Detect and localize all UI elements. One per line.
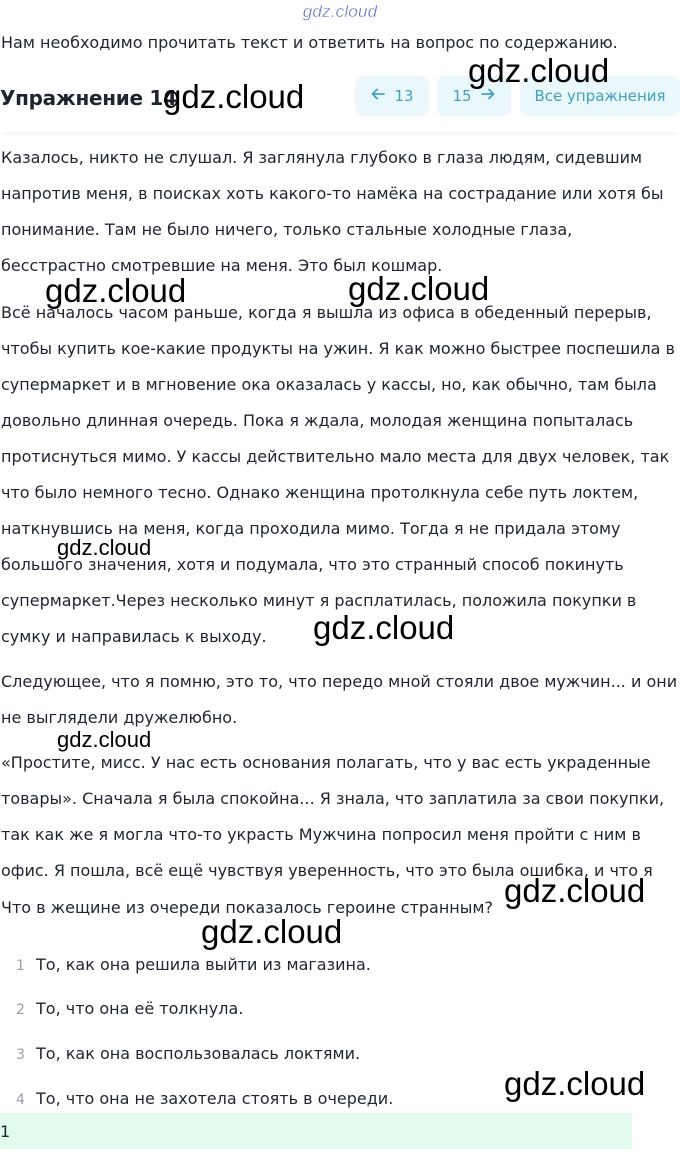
option-3[interactable] xyxy=(16,1044,360,1063)
watermark-overlay: gdz.cloud xyxy=(313,609,455,646)
watermark-overlay: gdz.cloud xyxy=(45,272,187,309)
option-number: 2 xyxy=(16,1002,25,1018)
watermark-overlay: gdz.cloud xyxy=(348,270,490,307)
watermark-top: gdz.cloud xyxy=(302,2,378,21)
prev-exercise-label: 13 xyxy=(394,87,414,105)
option-text: То, что она не захотела стоять в очереди. xyxy=(36,1089,394,1108)
option-text: То, как она решила выйти из магазина. xyxy=(36,955,371,974)
watermark-overlay: gdz.cloud xyxy=(201,913,343,950)
option-number: 1 xyxy=(16,958,25,974)
option-1[interactable] xyxy=(16,955,371,974)
watermark-overlay: gdz.cloud xyxy=(504,1065,646,1102)
watermark-overlay: gdz.cloud xyxy=(468,52,610,89)
prev-exercise-button[interactable] xyxy=(355,76,429,116)
text-paragraph-3: Следующее, что я помню, это то, что передо мной стояли двое мужчин... и они не выглядели дружелюбно. xyxy=(1,672,678,727)
option-text: То, как она воспользовалась локтями. xyxy=(36,1044,361,1063)
answer-box: 1 xyxy=(0,1113,632,1149)
watermark-overlay: gdz.cloud xyxy=(163,78,305,115)
option-4[interactable] xyxy=(16,1089,393,1108)
exercise-title: Упражнение 14 xyxy=(0,86,177,110)
text-paragraph-4: «Простите, мисс. У нас есть основания полагать, что у вас есть украденные товары». Сначала я была спокойна... Я знала, что заплатила за свои покупки, так как же я могла что-то украсть Мужчина попросил меня пройти с ним в офис. Я пошла, всё ещё чувствуя уверенность, что это была ошибка, и что я xyxy=(1,753,665,880)
all-exercises-button[interactable]: Все упражнения xyxy=(520,76,680,116)
text-paragraph-1: Казалось, никто не слушал. Я заглянула глубоко в глаза людям, сидевшим напротив меня, в поисках хоть какого-то намёка на сострадание или хотя бы понимание. Там не было ничего, только стальные холодные глаза, бесстрастно смотревшие на меня. Это был кошмар. xyxy=(1,148,664,275)
next-exercise-label: 15 xyxy=(452,87,472,105)
watermark-overlay: gdz.cloud xyxy=(57,727,152,752)
option-number: 3 xyxy=(16,1047,25,1063)
option-number: 4 xyxy=(16,1092,25,1108)
option-2[interactable] xyxy=(16,999,243,1018)
arrow-left-icon xyxy=(370,86,386,106)
watermark-overlay: gdz.cloud xyxy=(504,872,646,909)
text-paragraph-2: Всё началось часом раньше, когда я вышла из офиса в обеденный перерыв, чтобы купить кое-какие продукты на ужин. Я как можно быстрее поспешила в супермаркет и в мгновение ока оказалась у кассы, но, как обычно, там была довольно длинная очередь. Пока я ждала, молодая женщина попыталась протиснуться мимо. У кассы действительно мало места для двух человек, так что было немного тесно. Однако женщина протолкнула себе путь локтем, наткнувшись на меня, когда проходила мимо. Тогда я не придала этому большого значения, хотя и подумала, что это странный способ покинуть супермаркет.Через несколько минут я расплатилась, положила покупки в сумку и направилась к выходу. xyxy=(1,303,675,646)
option-text: То, что она её толкнула. xyxy=(36,999,244,1018)
watermark-overlay: gdz.cloud xyxy=(57,535,152,560)
question-text: Что в жещине из очереди показалось героине странным? xyxy=(1,898,493,917)
intro-text: Нам необходимо прочитать текст и ответить на вопрос по содержанию. xyxy=(1,33,618,52)
